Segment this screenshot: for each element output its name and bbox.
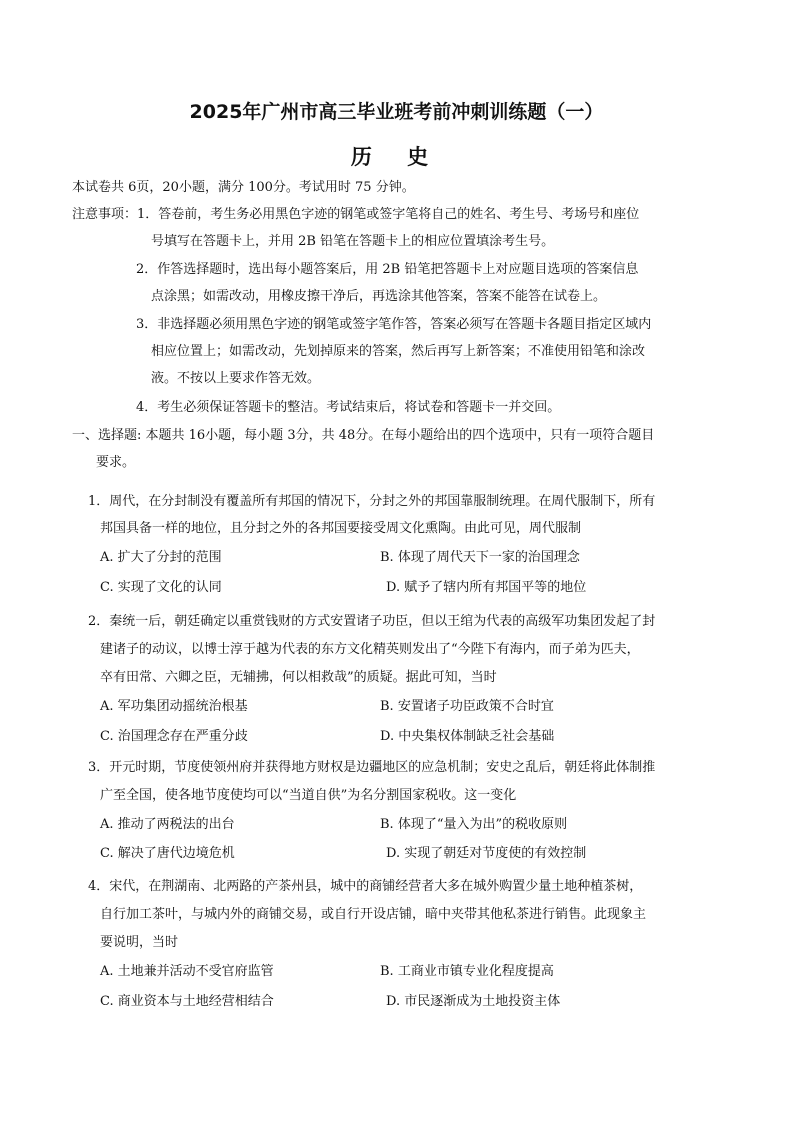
question-3-option-b: B. 体现了“量入为出”的税收原则 [380,817,568,832]
question-4-line-1: 4．宋代，在荆湖南、北两路的产茶州县，城中的商铺经营者大多在城外购置少量土地种植茶树， [88,879,643,894]
question-2-option-c: C. 治国理念存在严重分歧 [100,729,248,744]
question-3-option-c: C. 解决了唐代边境危机 [100,846,235,861]
question-4-line-2: 自行加工茶叶，与城内外的商铺交易，或自行开设店铺，暗中夹带其他私茶进行销售。此现象主 [100,907,647,922]
note-3-line-1: 3．非选择题必须用黑色字迹的钢笔或签字笔作答，答案必须写在答题卡各题目指定区域内 [136,317,652,332]
question-1-line-2: 邦国具备一样的地位，且分封之外的各邦国要接受周文化熏陶。由此可见，周代服制 [100,521,582,536]
exam-intro: 本试卷共 6页，20小题，满分 100分。考试用时 75 分钟。 [72,180,415,195]
question-2-option-b: B. 安置诸子功臣政策不合时宜 [380,699,554,714]
question-2-line-1: 2．秦统一后，朝廷确定以重赏钱财的方式安置诸子功臣，但以王绾为代表的高级军功集团发起了封 [88,614,656,629]
note-1-line-1: 注意事项：1．答卷前，考生务必用黑色字迹的钢笔或签字笔将自己的姓名、考生号、考场号和座位 [72,207,640,222]
question-4-option-c: C. 商业资本与土地经营相结合 [100,994,274,1009]
question-1-option-b: B. 体现了周代天下一家的治国理念 [380,550,580,565]
question-1-option-a: A. 扩大了分封的范围 [100,550,222,565]
question-2-option-a: A. 军功集团动摇统治根基 [100,699,248,714]
question-2-line-2: 建诸子的动议，以博士淳于越为代表的东方文化精英则发出了“今陛下有海内，而子弟为匹夫， [100,642,640,657]
question-1-line-1: 1．周代，在分封制没有覆盖所有邦国的情况下，分封之外的邦国靠服制统理。在周代服制下，所有 [88,494,656,509]
question-2-line-3: 卒有田常、六卿之臣，无辅拂，何以相救哉”的质疑。据此可知，当时 [100,670,497,685]
section-heading: 一、选择题: 本题共 16小题，每小题 3分，共 48分。在每小题给出的四个选项中，只有一项符合题目 [72,428,655,443]
question-4-line-3: 要说明，当时 [100,935,179,950]
note-3-line-2: 相应位置上；如需改动，先划掉原来的答案，然后再写上新答案；不准使用铅笔和涂改 [151,344,646,359]
question-1-option-d: D. 赋予了辖内所有邦国平等的地位 [386,580,587,595]
question-1-option-c: C. 实现了文化的认同 [100,580,222,595]
question-4-option-a: A. 土地兼并活动不受官府监管 [100,964,274,979]
question-3-line-2: 广至全国，使各地节度使均可以“当道自供”为名分割国家税收。这一变化 [100,788,517,803]
question-4-option-b: B. 工商业市镇专业化程度提高 [380,964,554,979]
note-4: 4．考生必须保证答题卡的整洁。考试结束后，将试卷和答题卡一并交回。 [136,400,561,415]
subject-title: 历 史 [350,145,443,169]
section-heading-cont: 要求。 [96,455,136,470]
question-3-option-a: A. 推动了两税法的出台 [100,817,235,832]
question-4-option-d: D. 市民逐渐成为土地投资主体 [386,994,561,1009]
question-3-line-1: 3．开元时期，节度使领州府并获得地方财权是边疆地区的应急机制；安史之乱后，朝廷将此体制推 [88,760,656,775]
page-title: 2025年广州市高三毕业班考前冲刺训练题（一） [189,101,604,123]
note-1-line-2: 号填写在答题卡上，并用 2B 铅笔在答题卡上的相应位置填涂考生号。 [151,234,555,249]
note-2-line-2: 点涂黑；如需改动，用橡皮擦干净后，再选涂其他答案，答案不能答在试卷上。 [151,289,607,304]
note-2-line-1: 2．作答选择题时，选出每小题答案后，用 2B 铅笔把答题卡上对应题目选项的答案信息 [136,262,639,277]
question-2-option-d: D. 中央集权体制缺乏社会基础 [380,729,555,744]
note-3-line-3: 液。不按以上要求作答无效。 [151,371,321,386]
question-3-option-d: D. 实现了朝廷对节度使的有效控制 [386,846,587,861]
